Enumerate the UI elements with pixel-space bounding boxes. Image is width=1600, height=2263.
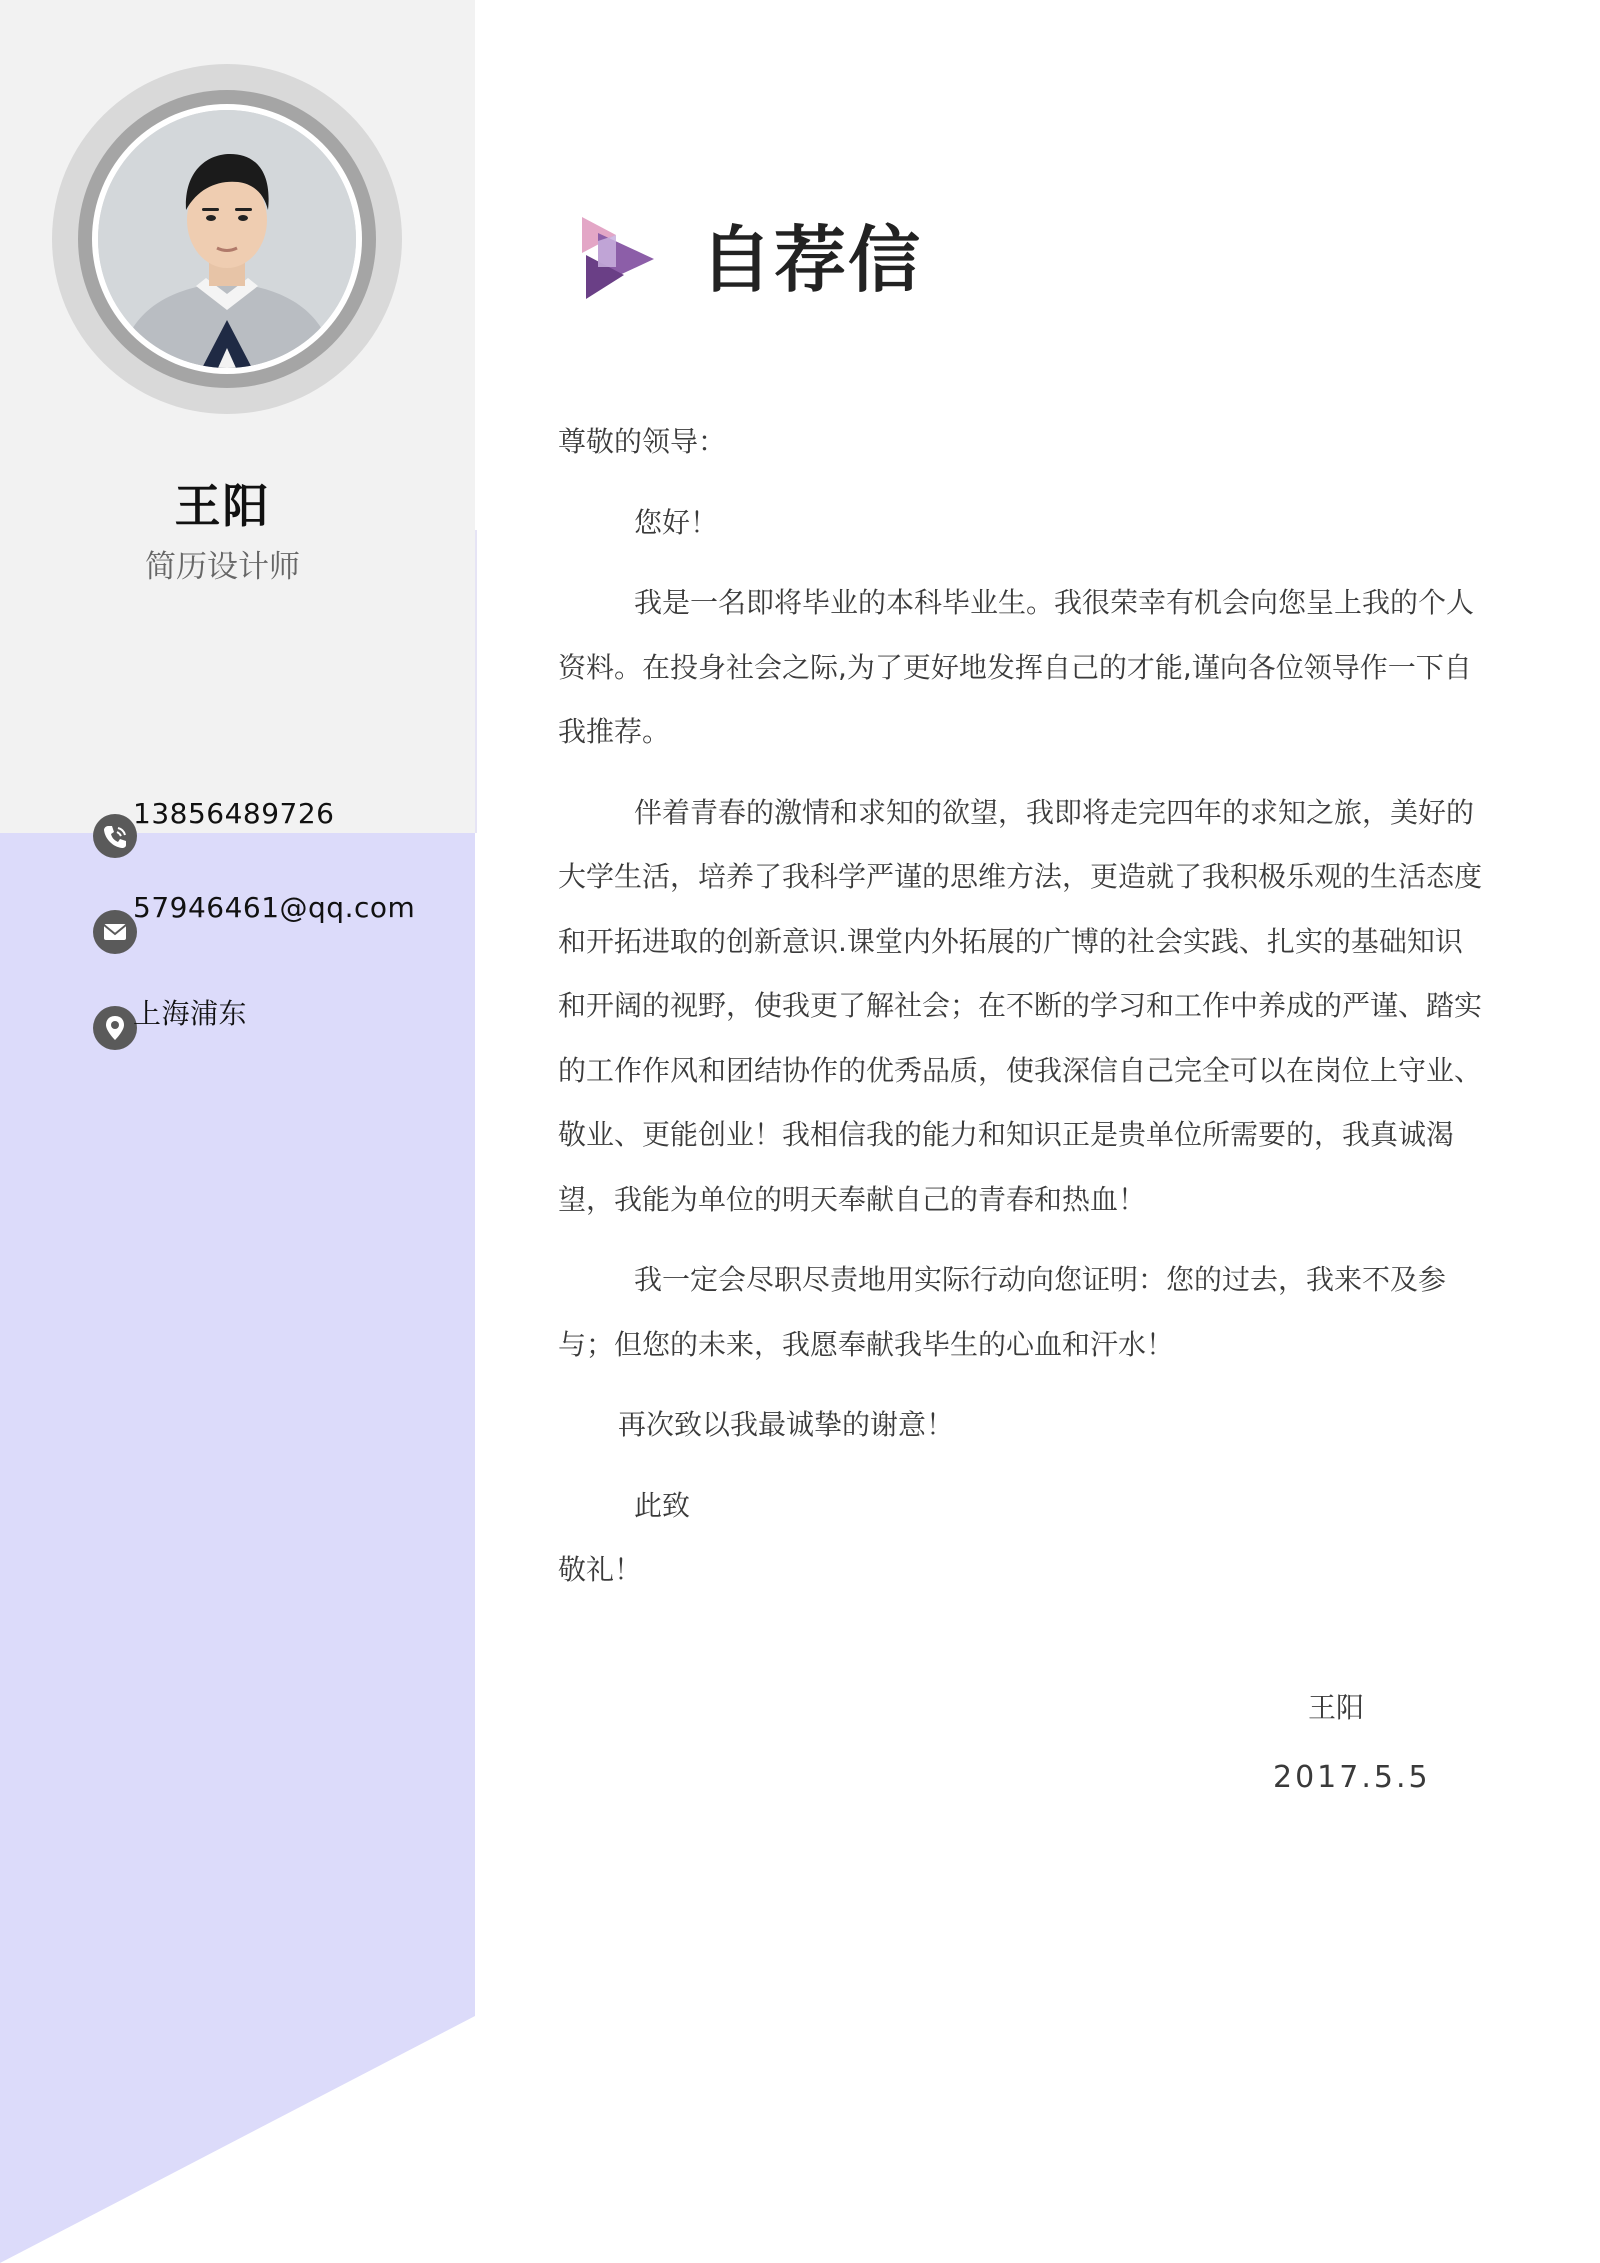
mail-icon [93, 910, 137, 954]
avatar-portrait-icon [98, 110, 356, 368]
sidebar-divider [475, 530, 477, 833]
letter-closing-1: 此致 [634, 1488, 691, 1522]
contact-phone: 13856489726 [133, 797, 335, 830]
play-logo-icon [572, 211, 658, 303]
page-title: 自荐信 [700, 218, 923, 302]
sidebar-lavender-panel [0, 833, 475, 2263]
avatar [98, 110, 356, 368]
letter-salutation: 尊敬的领导： [558, 425, 727, 458]
profile-name: 王阳 [174, 479, 271, 533]
letter-paragraph: 我是一名即将毕业的本科毕业生。我很荣幸有机会向您呈上我的个人资料。在投身社会之际,为了更好地发挥自己的才能,谨向各位领导作一下自我推荐。 [558, 586, 1475, 748]
location-icon [93, 1006, 137, 1050]
letter-closing-2: 敬礼！ [558, 1553, 643, 1586]
letter-date: 2017.5.5 [1273, 1760, 1431, 1795]
phone-icon [93, 814, 137, 858]
letter-signature: 王阳 [1308, 1691, 1365, 1724]
contact-address: 上海浦东 [133, 997, 248, 1030]
letter-paragraph: 我一定会尽职尽责地用实际行动向您证明：您的过去，我来不及参与；但您的未来，我愿奉献我毕生的心血和汗水！ [558, 1263, 1447, 1361]
letter-body [558, 410, 1488, 1619]
letter-thanks: 再次致以我最诚挚的谢意！ [618, 1408, 955, 1441]
profile-role: 简历设计师 [145, 549, 300, 585]
letter-greeting: 您好！ [634, 505, 719, 539]
letter-paragraph: 伴着青春的激情和求知的欲望，我即将走完四年的求知之旅，美好的大学生活，培养了我科学严谨的思维方法，更造就了我积极乐观的生活态度和开拓进取的创新意识.课堂内外拓展的广博的社会实践、扎实的基础知识和开阔的视野，使我更了解社会；在不断的学习和工作中养成的严谨、踏实的工作作风和团结协作的优秀品质，使我深信自己完全可以在岗位上守业、敬业、更能创业！我相信我的能力和知识正是贵单位所需要的，我真诚渴望，我能为单位的明天奉献自己的青春和热血！ [558, 795, 1483, 1216]
contact-email: 57946461@qq.com [133, 891, 416, 924]
